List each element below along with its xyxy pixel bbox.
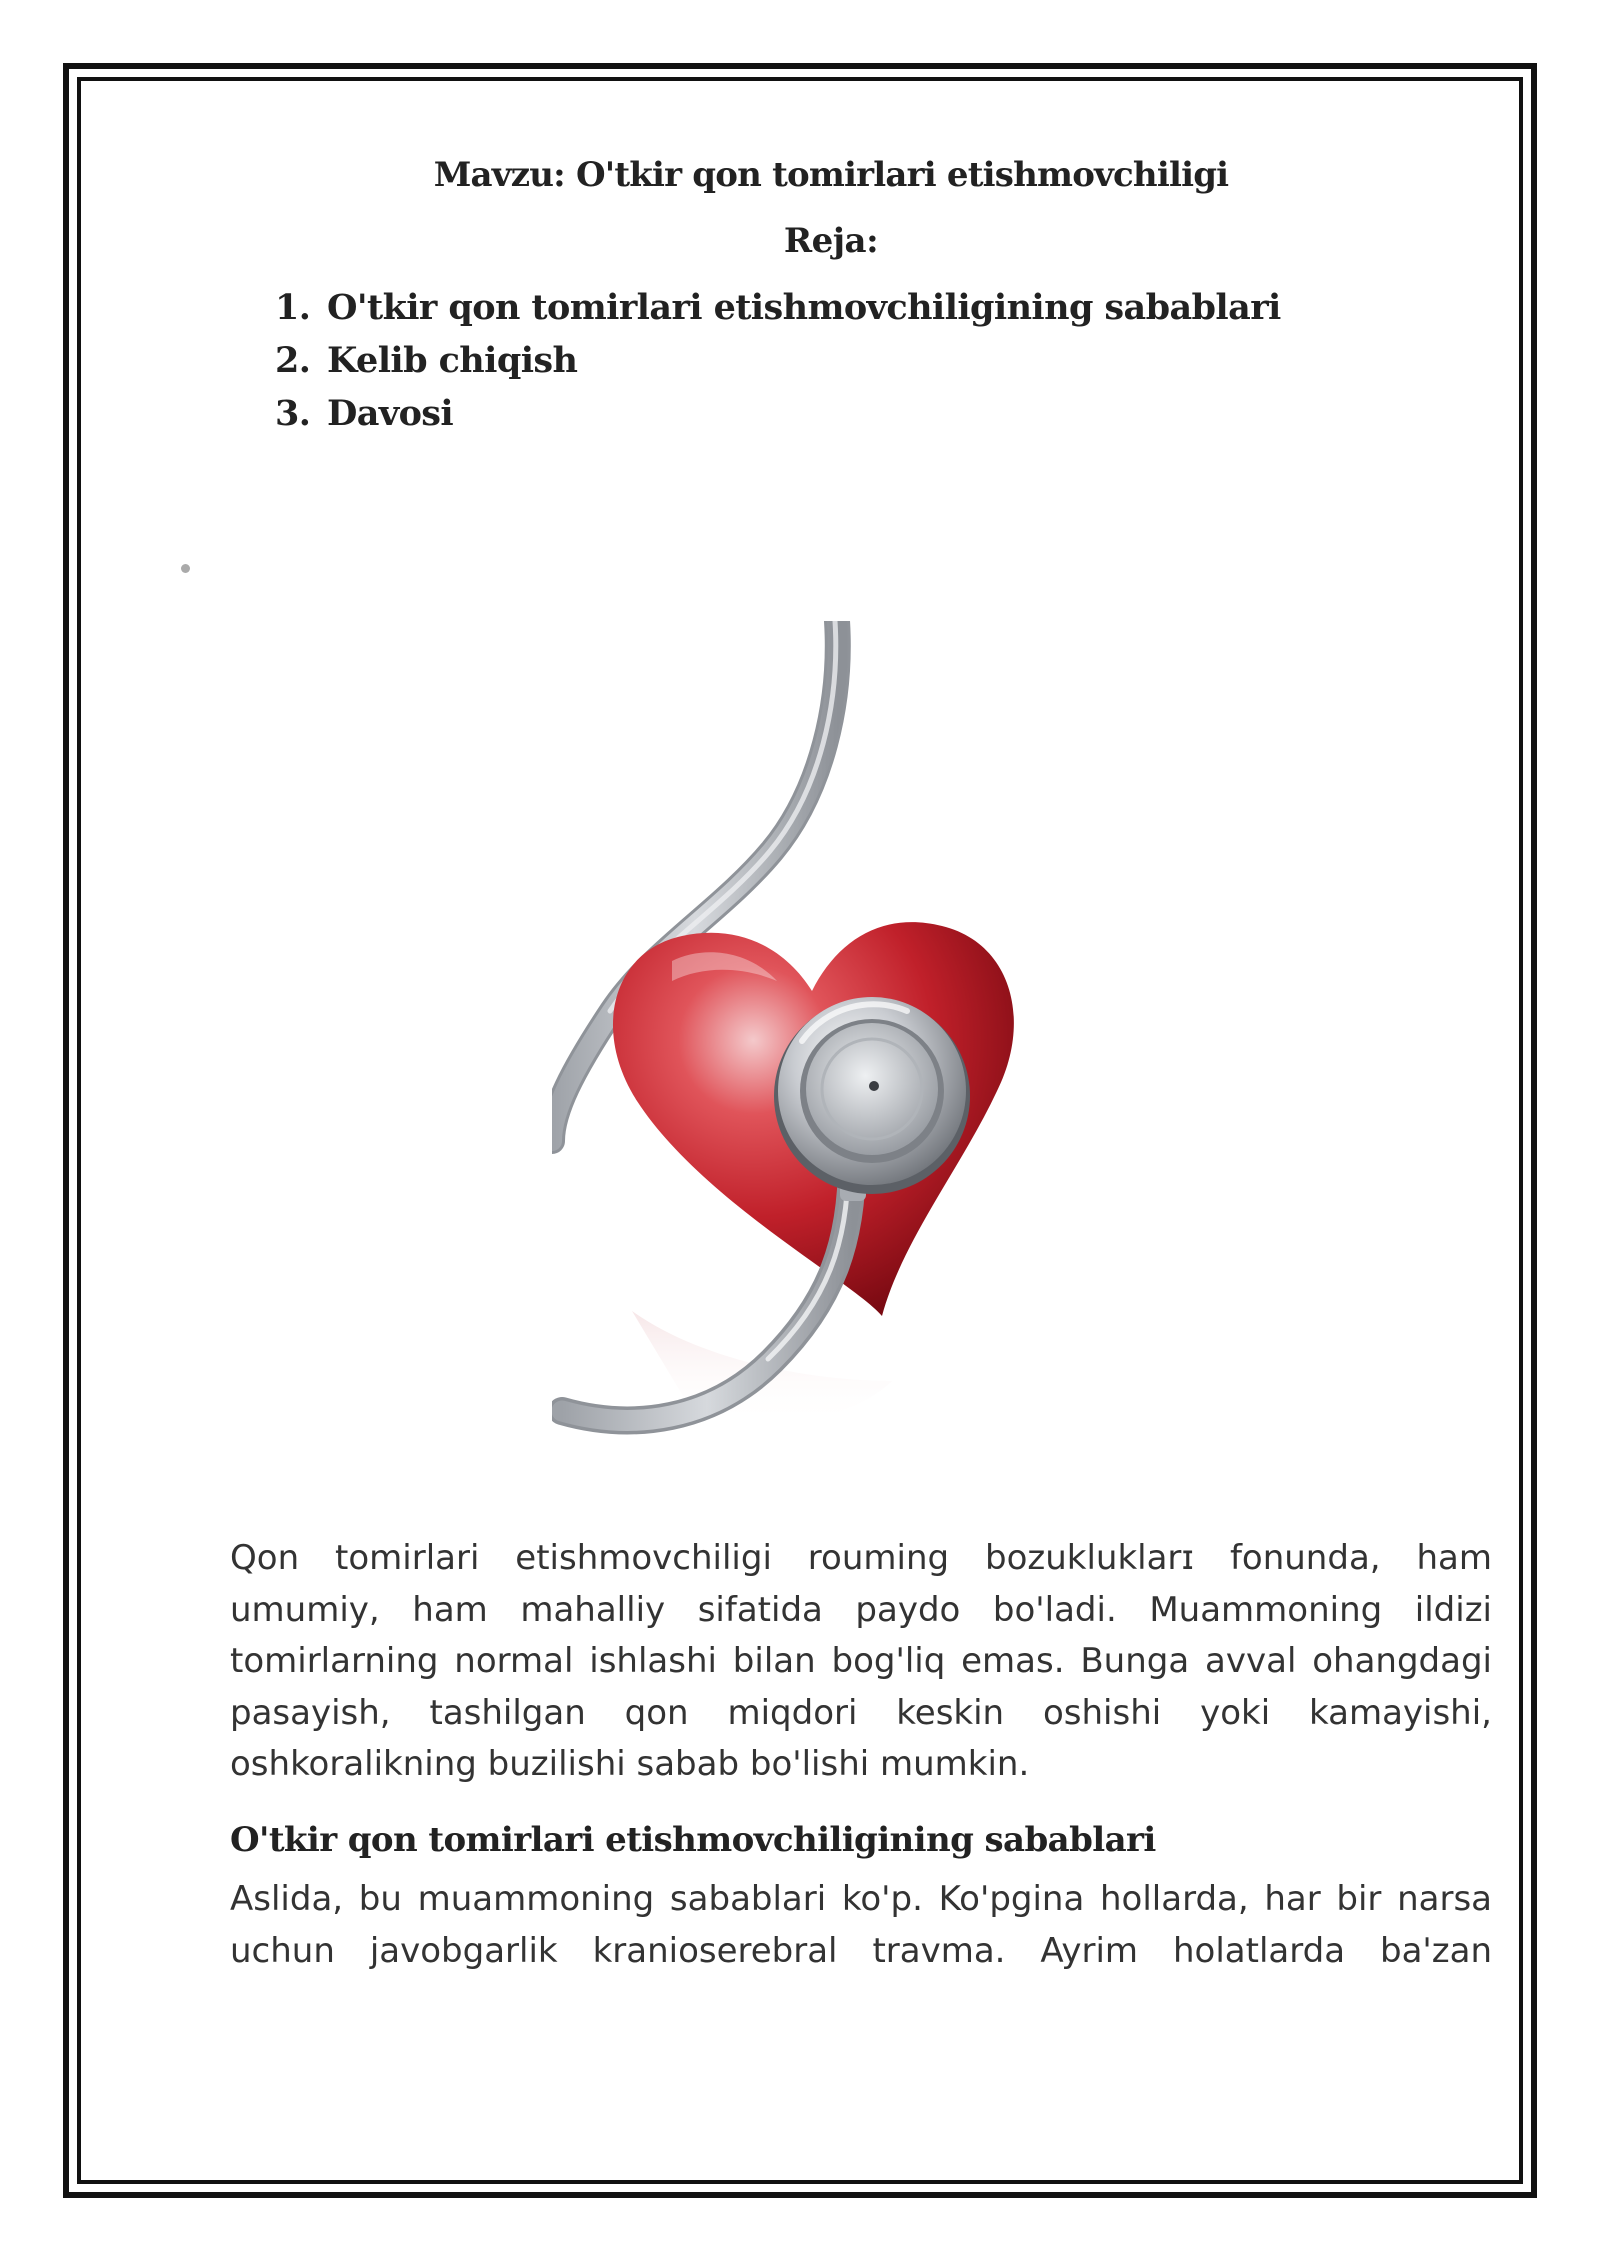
section-heading-causes: O'tkir qon tomirlari etishmovchiligining sabablari [230, 1820, 1156, 1860]
plan-item-text: Kelib chiqish [327, 340, 578, 381]
plan-heading: Reja: [783, 221, 879, 261]
heart-with-stethoscope-icon [552, 621, 1052, 1459]
plan-list [275, 281, 1281, 440]
paragraph-causes: Aslida, bu muammoning sabablari ko'p. Ko'pgina hollarda, har bir narsa uchun javobgarlik kranioserebral travma. Ayrim holatlarda ba'zan [230, 1879, 1492, 1971]
plan-item-number: 3. [275, 393, 311, 434]
bullet-dot [181, 564, 190, 573]
plan-item-number: 1. [275, 287, 311, 328]
document-title: Mavzu: O'tkir qon tomirlari etishmovchiligi [433, 155, 1229, 195]
plan-item [275, 387, 1281, 440]
plan-item-number: 2. [275, 340, 311, 381]
plan-item [275, 334, 1281, 387]
plan-item [275, 281, 1281, 334]
plan-item-text: O'tkir qon tomirlari etishmovchiligining sabablari [327, 287, 1281, 328]
paragraph-intro: Qon tomirlari etishmovchiligi rouming bozukluklarɪ fonunda, ham umumiy, ham mahalliy sifatida paydo bo'ladi. Muammoning ildizi tomirlarning normal ishlashi bilan bog'liq emas. Bunga avval ohangdagi pasayish, tashilgan qon miqdori keskin oshishi yoki kamayishi, oshkoralikning buzilishi sabab bo'lishi mumkin. [230, 1538, 1492, 1784]
plan-item-text: Davosi [327, 393, 454, 434]
